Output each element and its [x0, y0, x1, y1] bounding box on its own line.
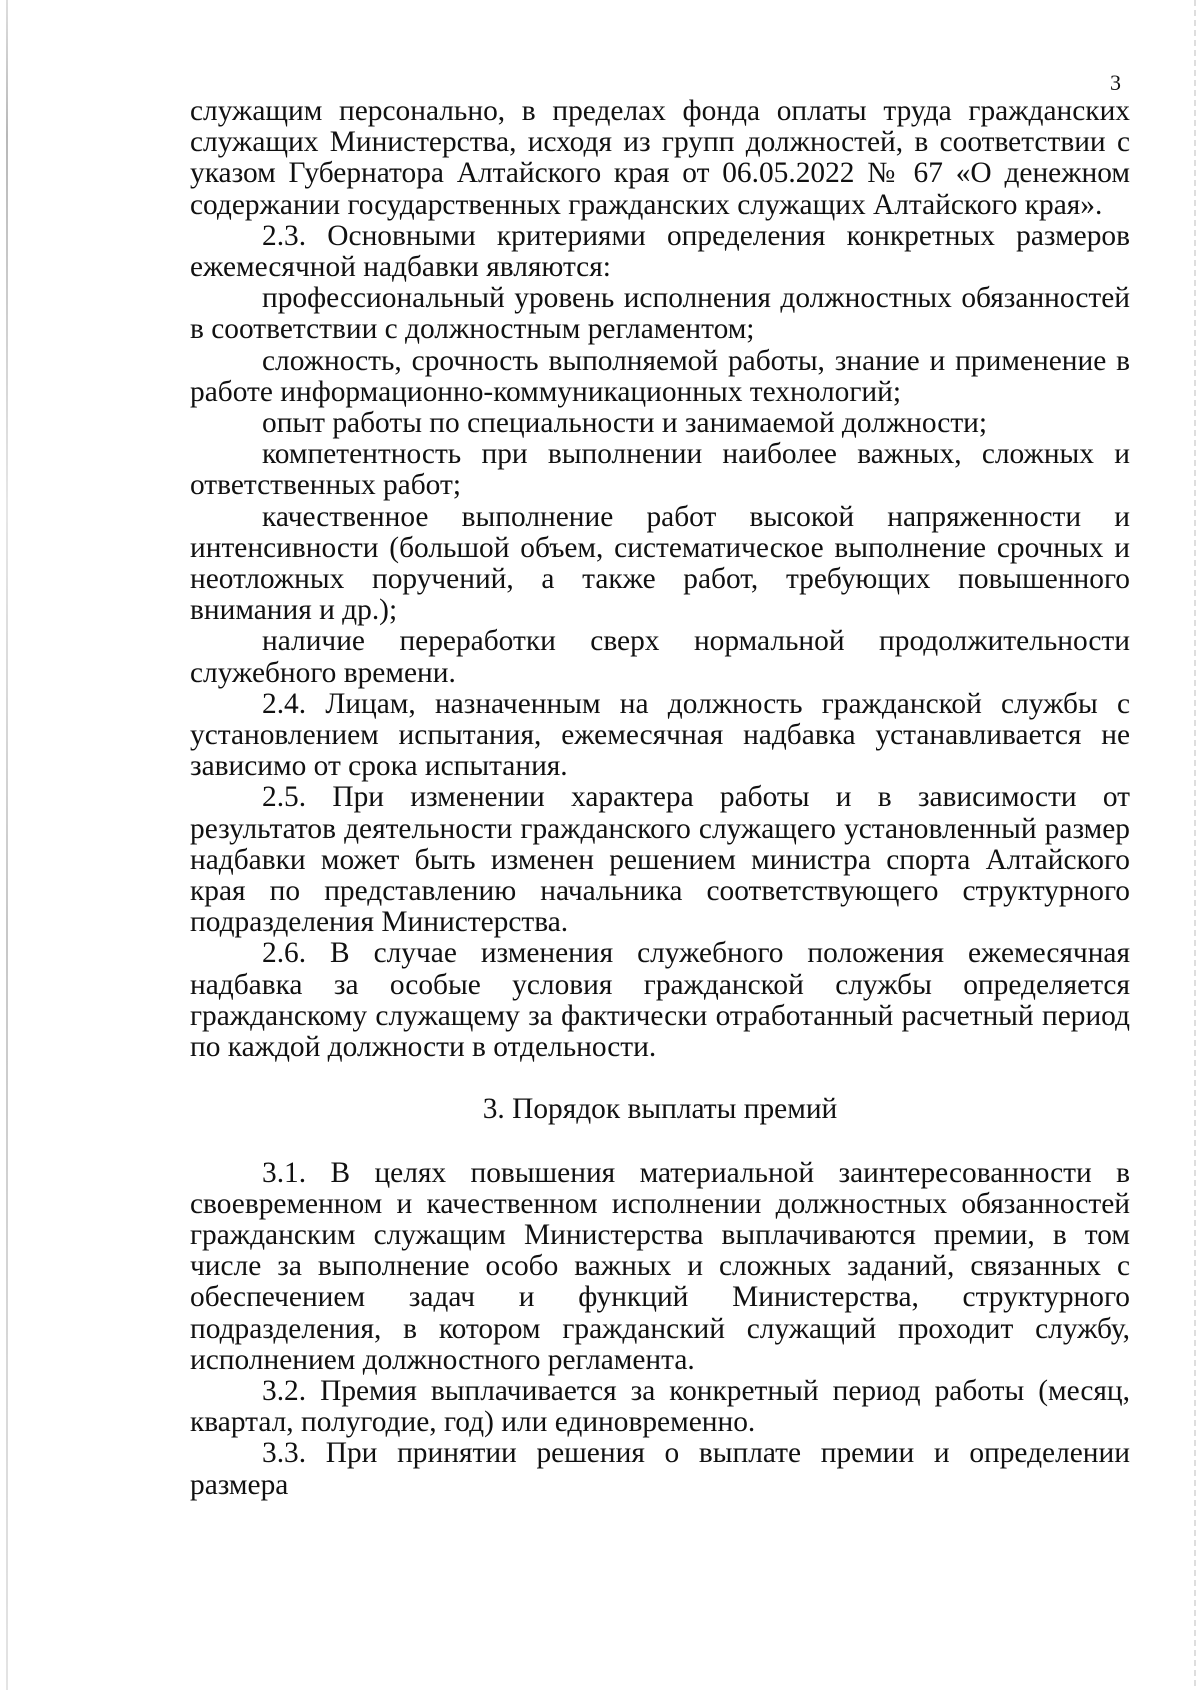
scan-edge-right	[1194, 0, 1196, 1690]
paragraph-2-5: 2.5. При изменении характера работы и в зависимости от результатов деятельности гражданского служащего установленный размер надбавки может быть изменен решением министра спорта Алтайского края по представлению начальника соответствующего структурного подразделения Министерства.	[190, 781, 1130, 939]
criterion-complexity: сложность, срочность выполняемой работы, знание и применение в работе информационно-коммуникационных технологий;	[190, 344, 1130, 408]
criterion-competence: компетентность при выполнении наиболее важных, сложных и ответственных работ;	[190, 438, 1130, 502]
page-number: 3	[1110, 70, 1121, 95]
paragraph-3-2: 3.2. Премия выплачивается за конкретный период работы (месяц, квартал, полугодие, год) или единовременно.	[190, 1374, 1130, 1439]
criterion-experience: опыт работы по специальности и занимаемой должности;	[262, 407, 988, 440]
scan-edge-left	[6, 0, 8, 1690]
spacer	[190, 1126, 1130, 1158]
paragraph-2-4: 2.4. Лицам, назначенным на должность гражданской службы с установлением испытания, ежемесячная надбавка устанавливается не зависимо от срока испытания.	[190, 687, 1130, 783]
spacer	[190, 1063, 1130, 1094]
criterion-overtime: наличие переработки сверх нормальной продолжительности служебного времени.	[190, 625, 1130, 689]
paragraph-2-6: 2.6. В случае изменения служебного положения ежемесячная надбавка за особые условия гражданской службы определяется гражданскому служащему за фактически отработанный расчетный период по каждой должности в отдельности.	[190, 937, 1130, 1064]
section-heading: 3. Порядок выплаты премий	[482, 1093, 838, 1126]
paragraph-3-1: 3.1. В целях повышения материальной заинтересованности в своевременном и качественном исполнении должностных обязанностей гражданским служащим Министерства выплачиваются премии, в том числе за выполнение особо важных и сложных заданий, связанных с обеспечением задач и функций Министерства, структурного подразделения, в котором гражданский служащий проходит службу, исполнением должностного регламента.	[190, 1156, 1130, 1376]
document-body	[190, 96, 1130, 1501]
paragraph-3-3: 3.3. При принятии решения о выплате премии и определении размера	[190, 1437, 1130, 1501]
criterion-quality: качественное выполнение работ высокой напряженности и интенсивности (большой объем, систематическое выполнение срочных и неотложных поручений, а также работ, требующих повышенного внимания и др.);	[190, 500, 1130, 627]
paragraph-continuation: служащим персонально, в пределах фонда оплаты труда гражданских служащих Министерства, исходя из групп должностей, в соответствии с указом Губернатора Алтайского края от 06.05.2022 № 67 «О денежном содержании государственных гражданских служащих Алтайского края».	[190, 95, 1130, 221]
criterion-professional-level: профессиональный уровень исполнения должностных обязанностей в соответствии с должностным регламентом;	[190, 282, 1130, 346]
paragraph-2-3: 2.3. Основными критериями определения конкретных размеров ежемесячной надбавки являются:	[190, 219, 1130, 284]
